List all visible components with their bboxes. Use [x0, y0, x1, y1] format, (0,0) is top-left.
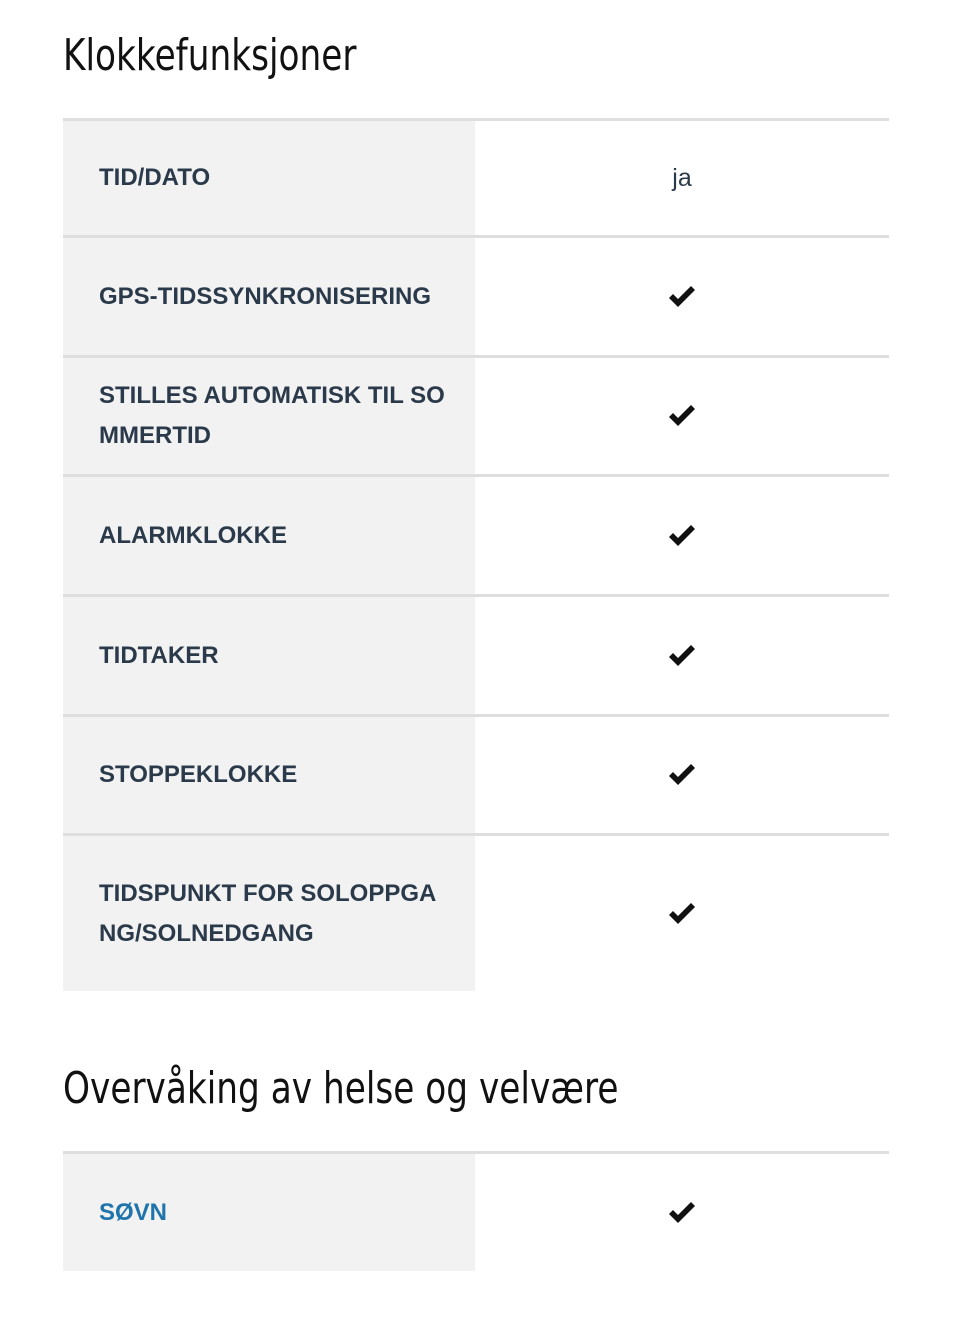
checkmark-icon — [667, 762, 697, 788]
table-row — [63, 355, 889, 474]
checkmark-icon — [667, 643, 697, 669]
row-label-cell — [63, 1154, 475, 1271]
row-label-cell — [63, 358, 475, 474]
table-row — [63, 714, 889, 833]
table-row — [63, 474, 889, 594]
row-label: GPS-TIDSSYNKRONISERING — [99, 282, 432, 310]
table-row — [63, 118, 889, 235]
row-label: STILLES AUTOMATISK TIL SOMMERTID — [99, 382, 445, 449]
table-row — [63, 833, 889, 991]
row-value-cell — [475, 1154, 889, 1271]
table-row — [63, 235, 889, 355]
section-title-helse-og-velvaere: Overvåking av helse og velvære — [63, 1063, 619, 1114]
row-label: ALARMKLOKKE — [99, 521, 287, 549]
row-value: ja — [672, 163, 692, 192]
spec-table-helse-og-velvaere — [63, 1151, 889, 1271]
checkmark-icon — [667, 1200, 697, 1226]
row-label-cell — [63, 597, 475, 714]
row-label: TIDTAKER — [99, 641, 219, 669]
row-value-cell — [475, 597, 889, 714]
row-value-cell — [475, 121, 889, 235]
section-title-klokkefunksjoner: Klokkefunksjoner — [63, 30, 357, 81]
row-label: TIDSPUNKT FOR SOLOPPGANG/SOLNEDGANG — [99, 879, 437, 947]
row-label-cell — [63, 121, 475, 235]
row-label: TID/DATO — [99, 164, 211, 191]
row-value-cell — [475, 358, 889, 474]
checkmark-icon — [667, 403, 697, 429]
row-value-cell — [475, 836, 889, 991]
row-label: STOPPEKLOKKE — [99, 761, 298, 788]
row-label-cell — [63, 836, 475, 991]
table-row — [63, 1151, 889, 1271]
row-label-cell — [63, 477, 475, 594]
table-row — [63, 594, 889, 714]
checkmark-icon — [667, 284, 697, 310]
row-label-cell — [63, 717, 475, 833]
checkmark-icon — [667, 901, 697, 927]
spec-table-klokkefunksjoner — [63, 118, 889, 991]
row-label-cell — [63, 238, 475, 355]
row-value-cell — [475, 238, 889, 355]
row-value-cell — [475, 477, 889, 594]
checkmark-icon — [667, 523, 697, 549]
sovn-link[interactable]: SØVN — [99, 1198, 168, 1226]
row-value-cell — [475, 717, 889, 833]
